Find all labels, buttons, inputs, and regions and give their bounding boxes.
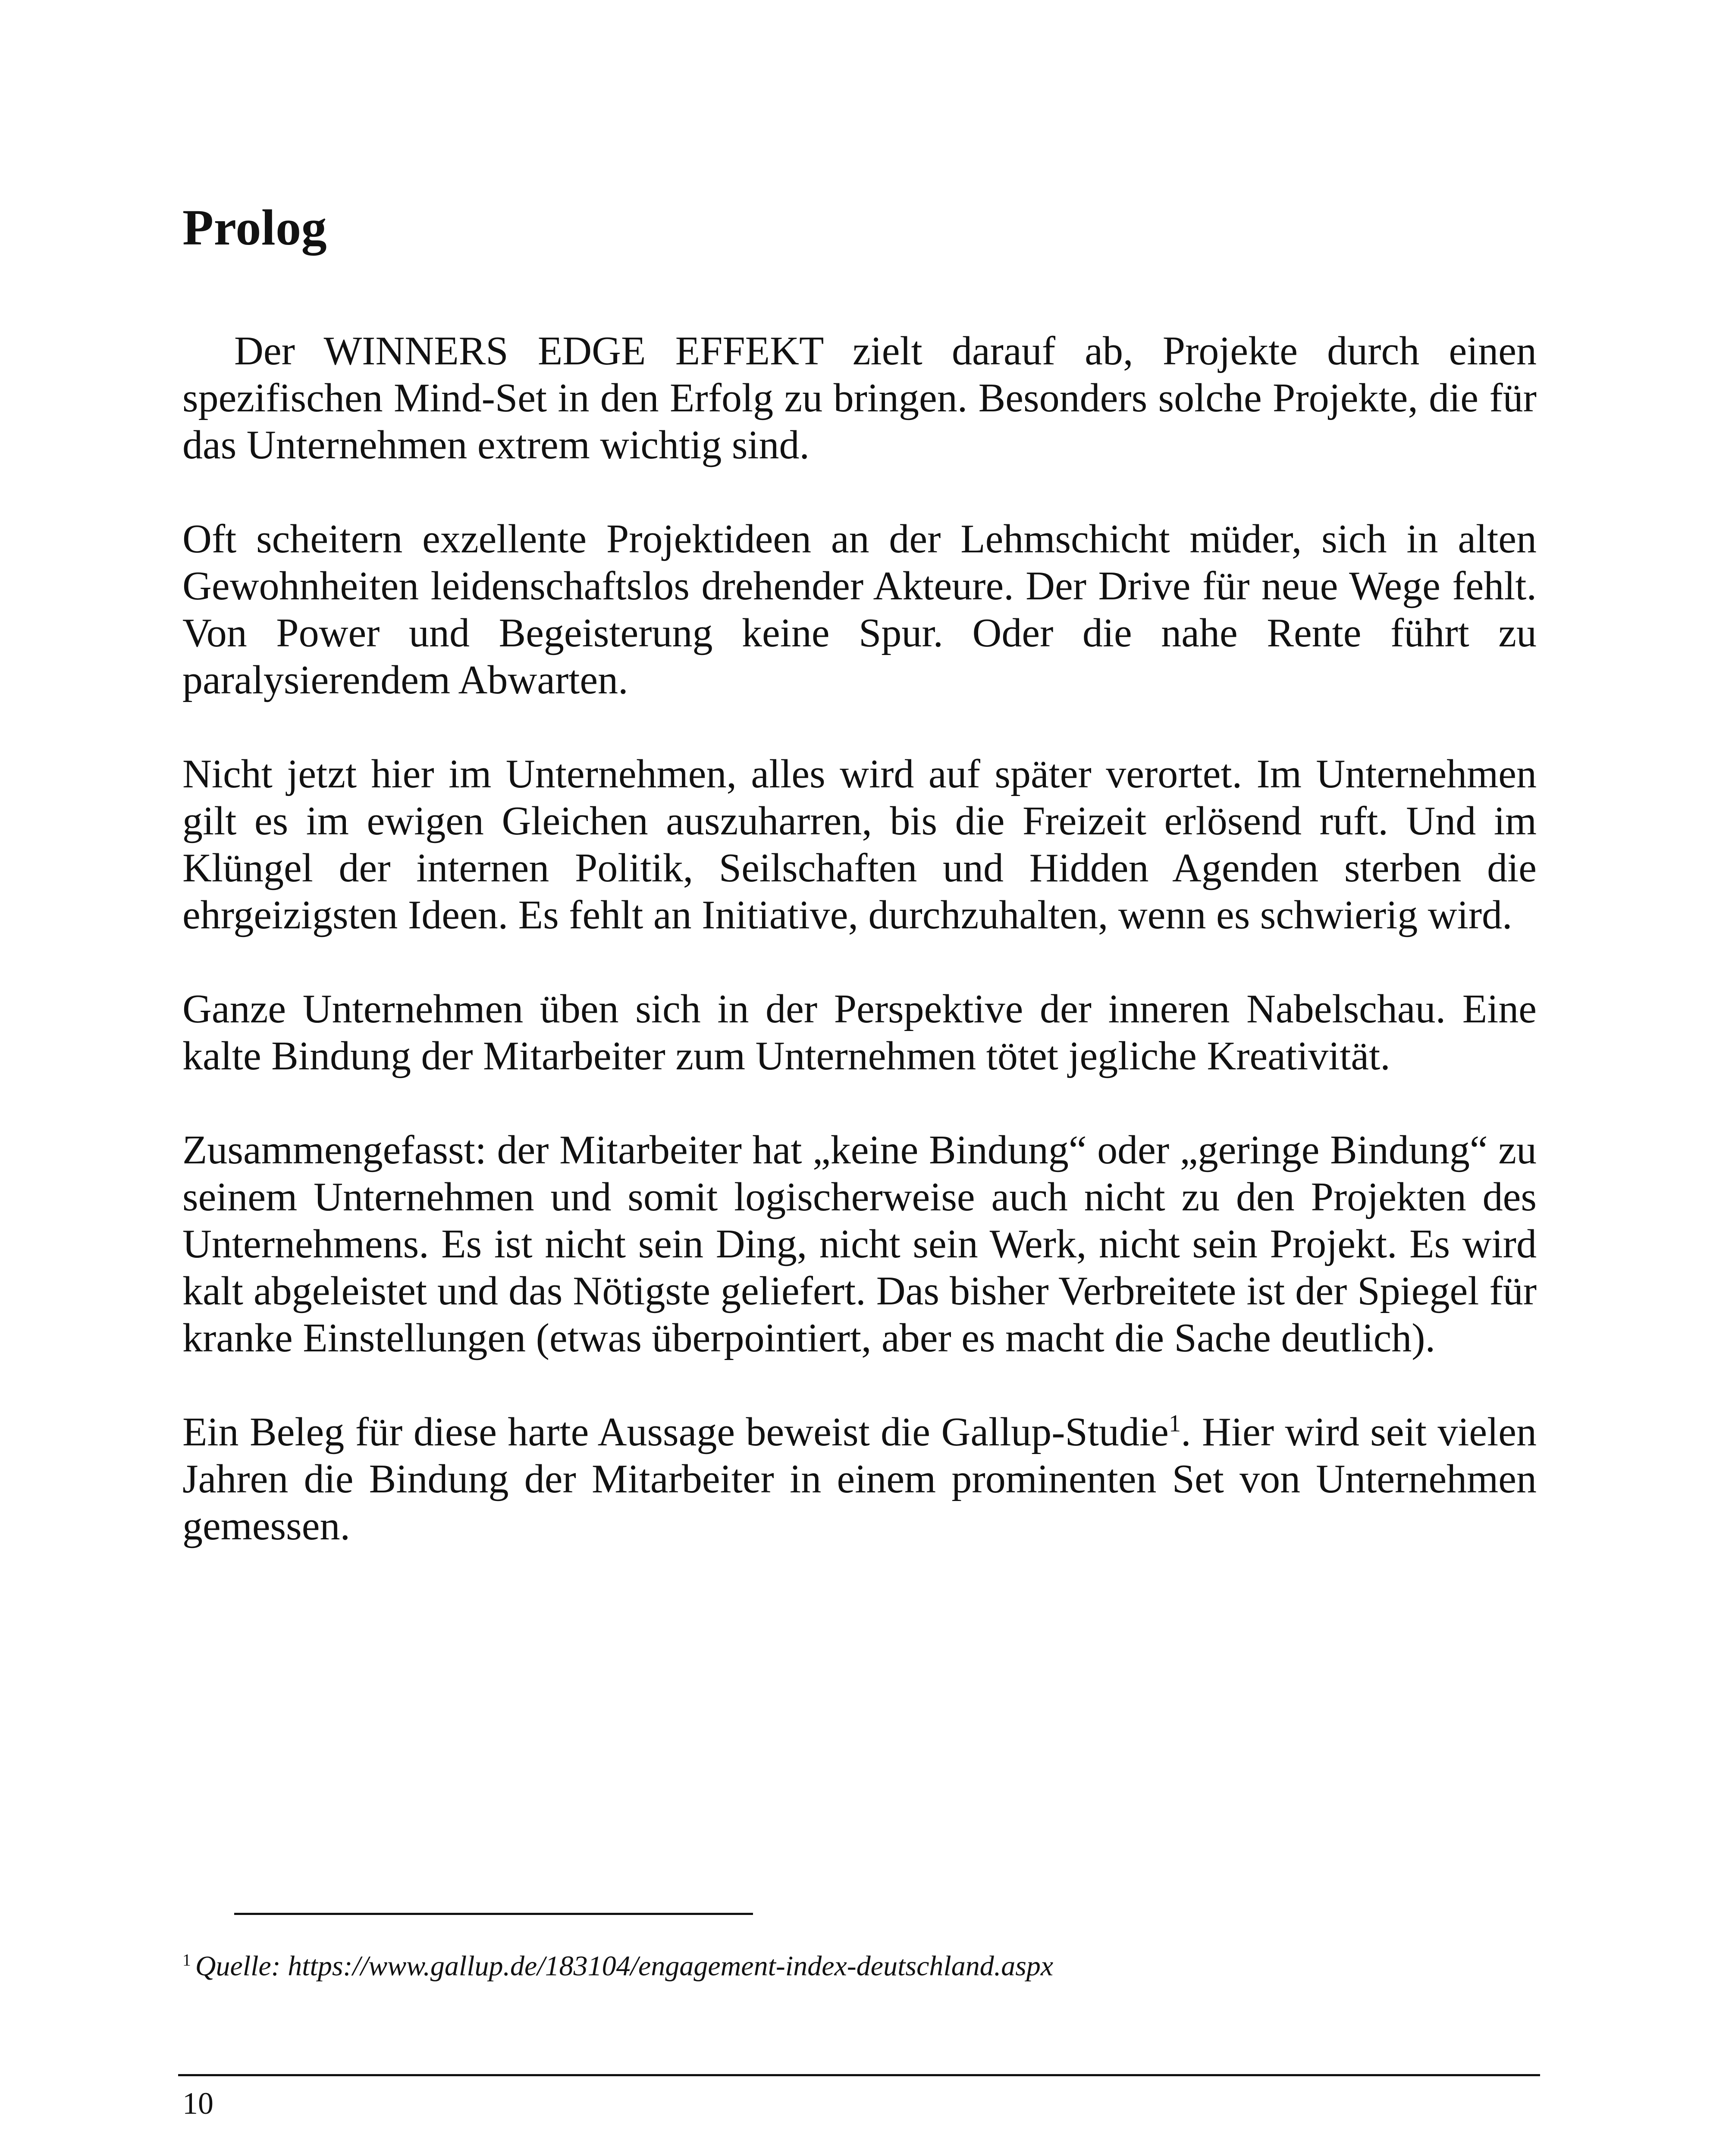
footnote-text: Quelle: https://www.gallup.de/183104/engagement-index-deutschland.aspx: [195, 1950, 1054, 1982]
paragraph: Der WINNERS EDGE EFFEKT zielt darauf ab, Projekte durch einen spezifischen Mind-Set in den Erfolg zu bringen. Besonders solche Projekte, die für das Unternehmen extrem wichtig sind.: [182, 329, 1537, 467]
page-title: Prolog: [182, 199, 327, 256]
footer-divider: [178, 2074, 1540, 2076]
paragraph: Ganze Unternehmen üben sich in der Perspektive der inneren Nabelschau. Eine kalte Bindung der Mitarbeiter zum Unternehmen tötet jegliche Kreativität.: [182, 987, 1537, 1078]
footnote-separator: [234, 1913, 753, 1915]
footnote-reference[interactable]: 1: [1168, 1410, 1181, 1437]
body-text: [182, 328, 1537, 1597]
paragraph: Zusammengefasst: der Mitarbeiter hat „keine Bindung“ oder „geringe Bindung“ zu seinem Unternehmen und somit logischerweise auch nicht zu den Projekten des Unternehmens. Es ist nicht sein Ding, nicht sein Werk, nicht sein Projekt. Es wird kalt abgeleistet und das Nötigste geliefert. Das bisher Verbreitete ist der Spiegel für kranke Einstellungen (etwas überpointiert, aber es macht die Sache deutlich).: [182, 1128, 1537, 1360]
footnote: [182, 1949, 1537, 1984]
paragraph-text-after-ref: . Hier wird seit vielen Jahren die Bindung der Mitarbeiter in einem prominenten Set von Unternehmen gemessen.: [182, 1410, 1537, 1548]
paragraph-text-before-ref: Ein Beleg für diese harte Aussage beweist die Gallup-Studie: [182, 1410, 1169, 1454]
footnote-number: 1: [182, 1950, 191, 1969]
paragraph: Nicht jetzt hier im Unternehmen, alles wird auf später verortet. Im Unternehmen gilt es im ewigen Gleichen auszuharren, bis die Freizeit erlösend ruft. Und im Klüngel der internen Politik, Seilschaften und Hidden Agenden sterben die ehrgeizigsten Ideen. Es fehlt an Initiative, durchzuhalten, wenn es schwierig wird.: [182, 752, 1537, 937]
paragraph-with-footnote: [182, 1409, 1537, 1550]
paragraph: Oft scheitern exzellente Projektideen an der Lehmschicht müder, sich in alten Gewohnheiten leidenschaftslos drehender Akteure. Der Drive für neue Wege fehlt. Von Power und Begeisterung keine Spur. Oder die nahe Rente führt zu paralysierendem Abwarten.: [182, 517, 1537, 702]
page-number: 10: [182, 2086, 213, 2121]
